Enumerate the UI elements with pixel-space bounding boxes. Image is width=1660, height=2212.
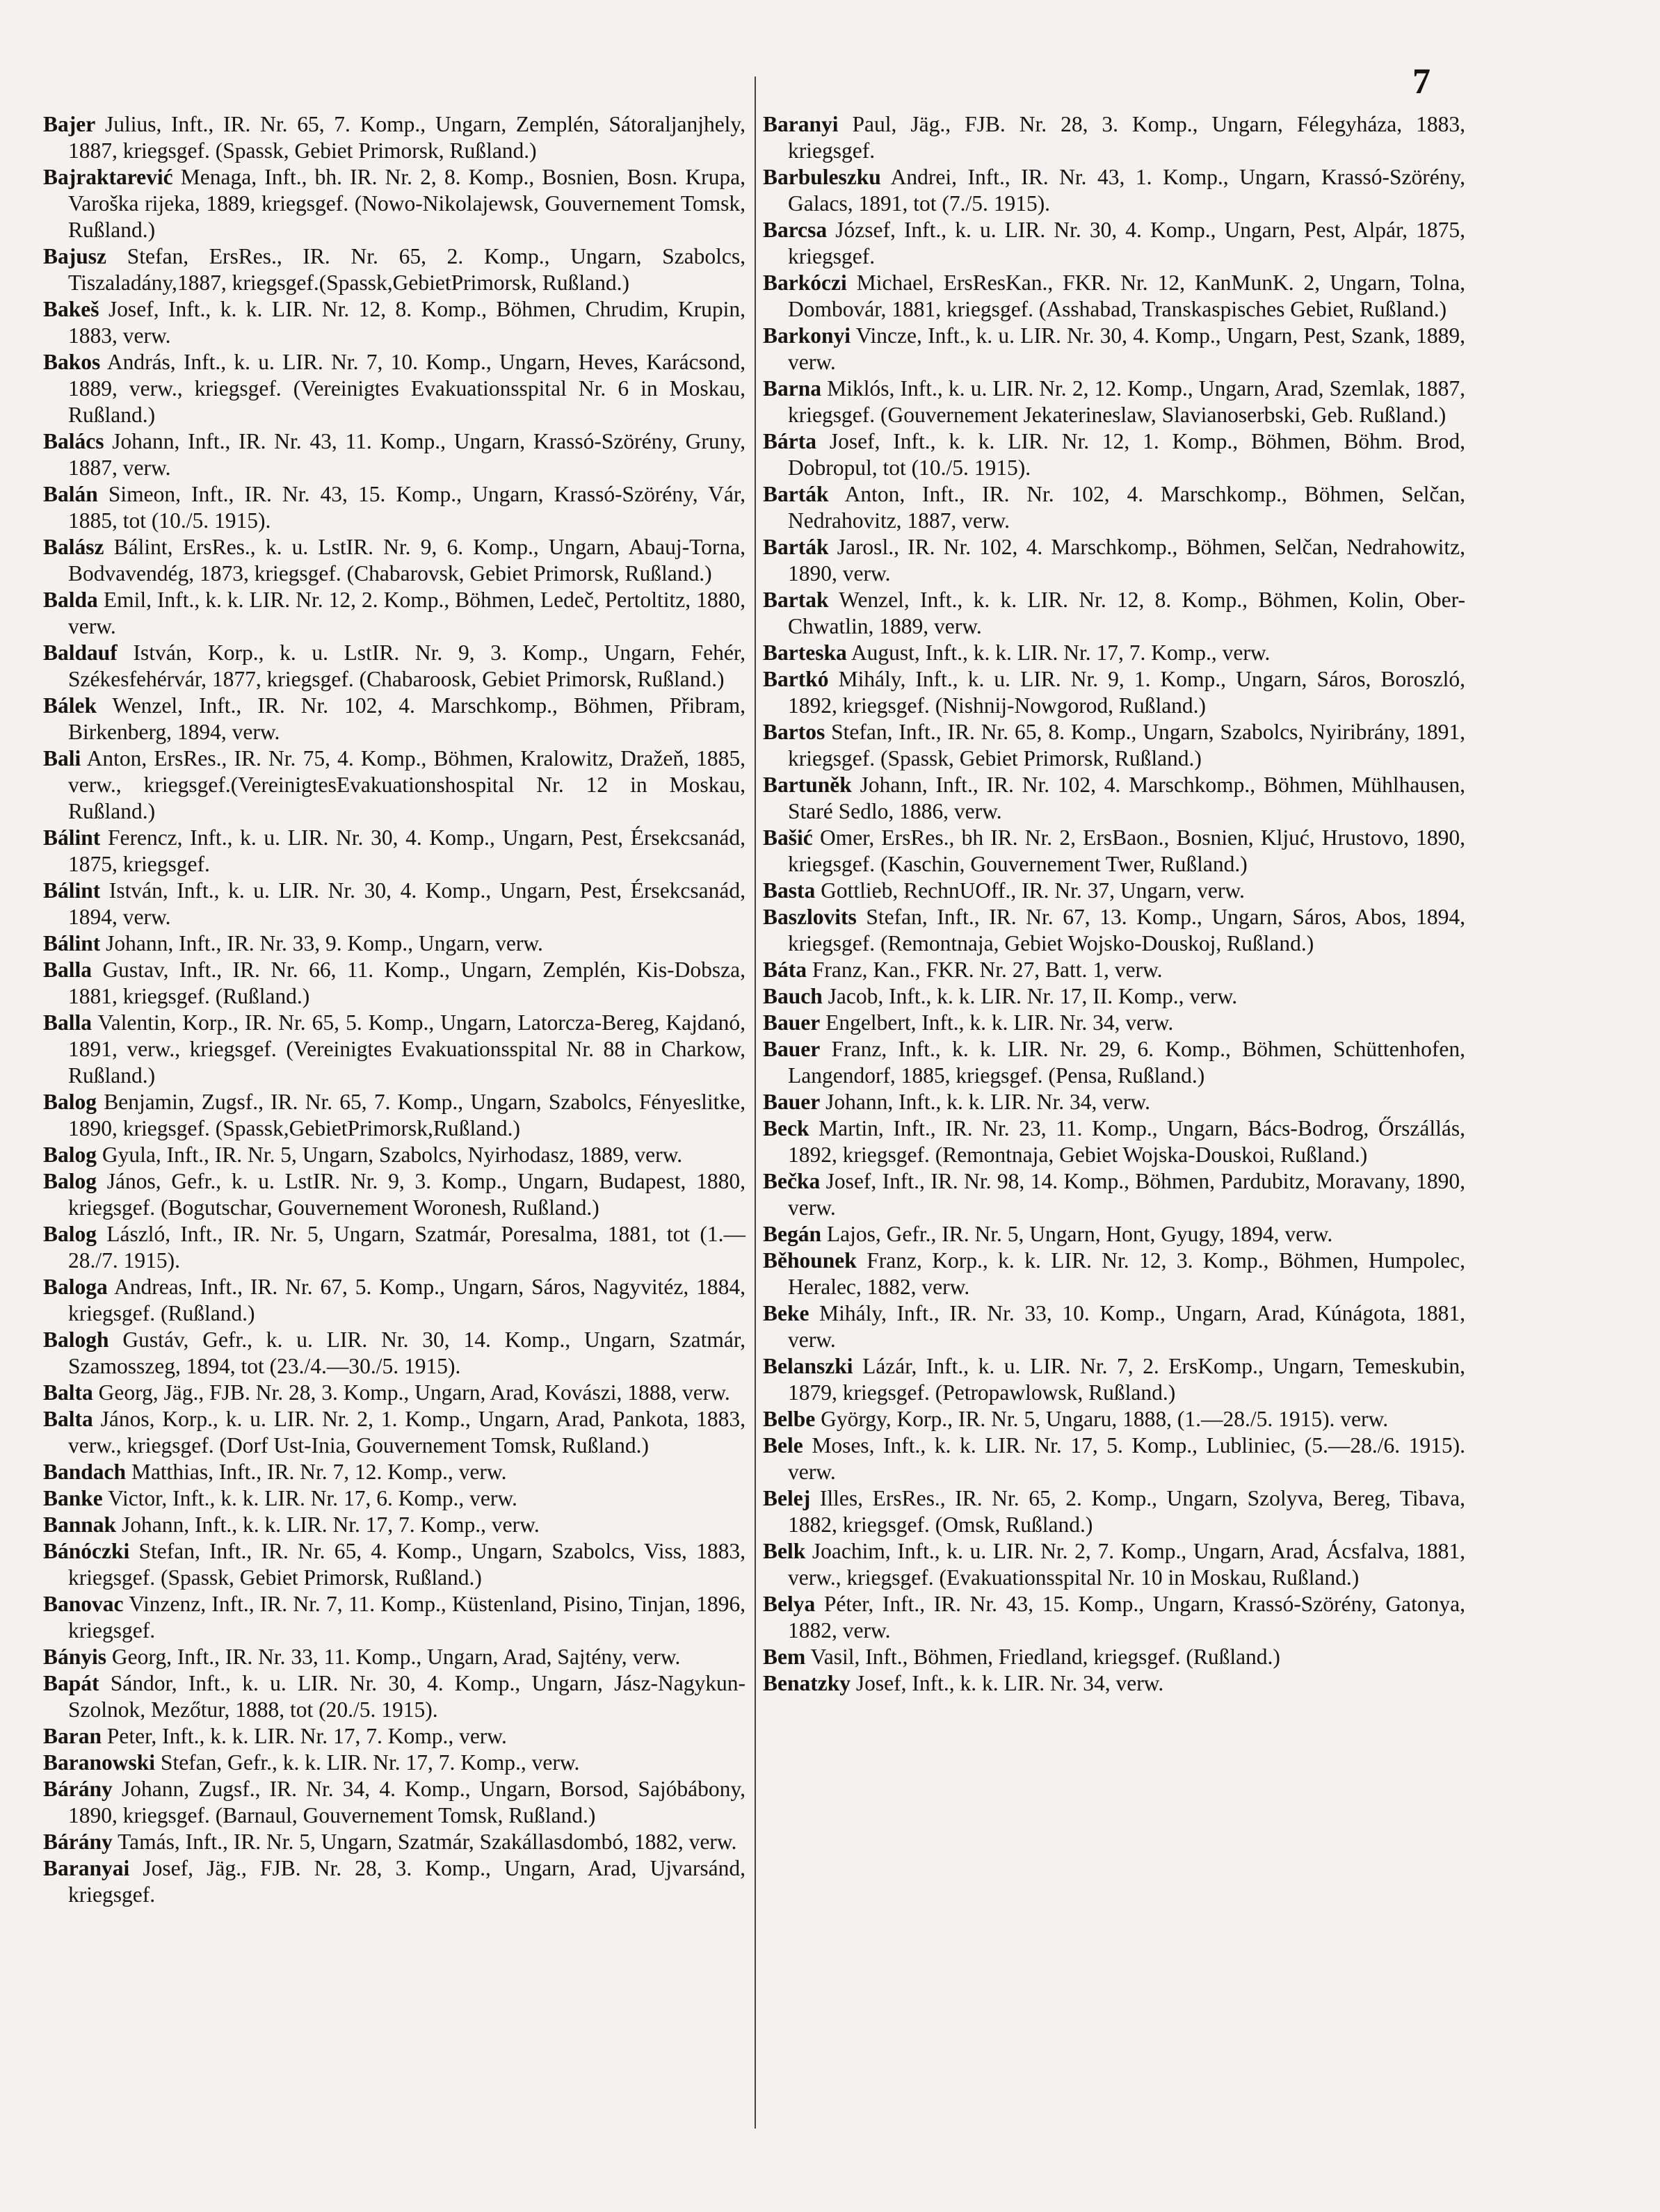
roster-entry [43, 693, 746, 745]
entry-surname: Bartos [763, 720, 825, 744]
entry-details: Martin, Inft., IR. Nr. 23, 11. Komp., Ungarn, Bács-Bodrog, Őrszállás, 1892, kriegsgef. (Remontnaja, Gebiet Wojska-Douskoi, Rußland.) [788, 1116, 1466, 1167]
roster-entry [763, 270, 1465, 323]
entry-surname: Baranowski [43, 1750, 156, 1775]
entry-details: András, Inft., k. u. LIR. Nr. 7, 10. Komp., Ungarn, Heves, Karácsond, 1889, verw., kriegsgef. (Vereinigtes Evakuationsspital Nr. 6 in Moskau, Rußland.) [68, 350, 746, 427]
entry-surname: Baldauf [43, 640, 118, 665]
roster-entry [763, 772, 1465, 825]
entry-details: Johann, Inft., IR. Nr. 102, 4. Marschkomp., Böhmen, Mühlhausen, Staré Sedlo, 1886, verw. [788, 773, 1465, 823]
entry-details: Engelbert, Inft., k. k. LIR. Nr. 34, verw. [825, 1010, 1174, 1035]
entry-details: Andreas, Inft., IR. Nr. 67, 5. Komp., Ungarn, Sáros, Nagyvitéz, 1884, kriegsgef. (Rußland.) [68, 1275, 746, 1325]
entry-details: Franz, Kan., FKR. Nr. 27, Batt. 1, verw. [812, 958, 1163, 982]
roster-entry [43, 1829, 746, 1855]
entry-surname: Balla [43, 958, 92, 982]
entry-details: Franz, Inft., k. k. LIR. Nr. 29, 6. Komp., Böhmen, Schüttenhofen, Langendorf, 1885, kriegsgef. (Pensa, Rußland.) [788, 1037, 1465, 1088]
entry-details: György, Korp., IR. Nr. 5, Ungaru, 1888, (1.—28./5. 1915). verw. [821, 1407, 1389, 1431]
roster-entry [763, 1036, 1465, 1089]
entry-surname: Beck [763, 1116, 809, 1140]
entry-surname: Begán [763, 1222, 822, 1246]
entry-surname: Bašić [763, 825, 813, 850]
entry-details: János, Gefr., k. u. LstIR. Nr. 9, 3. Komp., Ungarn, Budapest, 1880, kriegsgef. (Bogutschar, Gouvernement Woronesh, Rußland.) [68, 1169, 746, 1220]
roster-entry [763, 164, 1465, 217]
entry-surname: Bandach [43, 1460, 127, 1484]
right-column [763, 111, 1465, 1697]
entry-surname: Barcsa [763, 218, 828, 242]
entry-surname: Balán [43, 482, 98, 506]
entry-surname: Bárány [43, 1777, 113, 1801]
entry-details: Josef, Inft., IR. Nr. 98, 14. Komp., Böhmen, Pardubitz, Moravany, 1890, verw. [788, 1169, 1466, 1220]
entry-surname: Bauer [763, 1010, 821, 1035]
entry-surname: Bajer [43, 112, 96, 136]
entry-surname: Barták [763, 535, 829, 559]
entry-surname: Belya [763, 1592, 816, 1616]
roster-entry [763, 1168, 1465, 1221]
entry-surname: Barna [763, 376, 822, 401]
entry-details: Gustav, Inft., IR. Nr. 66, 11. Komp., Ungarn, Zemplén, Kis-Dobsza, 1881, kriegsgef. (Rußland.) [68, 958, 746, 1008]
entry-surname: Bárány [43, 1830, 113, 1854]
entry-details: Wenzel, Inft., IR. Nr. 102, 4. Marschkomp., Böhmen, Přibram, Birkenberg, 1894, verw. [68, 693, 746, 744]
entry-details: Victor, Inft., k. k. LIR. Nr. 17, 6. Komp., verw. [108, 1486, 517, 1510]
roster-entry [43, 1089, 746, 1142]
entry-details: Joachim, Inft., k. u. LIR. Nr. 2, 7. Komp., Ungarn, Arad, Ácsfalva, 1881, verw., kriegsgef. (Evakuationsspital Nr. 10 in Moskau, Rußland.) [788, 1539, 1465, 1590]
entry-surname: Benatzky [763, 1671, 851, 1695]
entry-details: Stefan, Gefr., k. k. LIR. Nr. 17, 7. Komp., verw. [160, 1750, 580, 1775]
entry-surname: Balogh [43, 1327, 109, 1352]
entry-details: Stefan, Inft., IR. Nr. 67, 13. Komp., Ungarn, Sáros, Abos, 1894, kriegsgef. (Remontnaja, Gebiet Wojsko-Douskoj, Rußland.) [788, 905, 1465, 955]
roster-entry [43, 825, 746, 878]
entry-surname: Bapát [43, 1671, 99, 1695]
entry-surname: Bartuněk [763, 773, 852, 797]
entry-details: Andrei, Inft., IR. Nr. 43, 1. Komp., Ungarn, Krassó-Szörény, Galacs, 1891, tot (7./5. 1915). [788, 165, 1465, 216]
roster-entry [43, 164, 746, 243]
roster-entry [43, 1221, 746, 1274]
entry-details: Josef, Inft., k. k. LIR. Nr. 12, 1. Komp., Böhmen, Böhm. Brod, Dobropul, tot (10./5. 1915). [788, 429, 1466, 480]
entry-details: Stefan, Inft., IR. Nr. 65, 8. Komp., Ungarn, Szabolcs, Nyiribrány, 1891, kriegsgef. (Spassk, Gebiet Primorsk, Rußland.) [788, 720, 1466, 770]
roster-entry [43, 1327, 746, 1380]
roster-entry [763, 640, 1465, 666]
entry-surname: Balog [43, 1090, 97, 1114]
entry-details: Stefan, Inft., IR. Nr. 65, 4. Komp., Ungarn, Szabolcs, Viss, 1883, kriegsgef. (Spassk, Gebiet Primorsk, Rußland.) [68, 1539, 746, 1590]
entry-details: Benjamin, Zugsf., IR. Nr. 65, 7. Komp., Ungarn, Szabolcs, Fényeslitke, 1890, kriegsgef. (Spassk,GebietPrimorsk,Rußland.) [68, 1090, 746, 1140]
roster-entry [43, 1274, 746, 1327]
roster-entry [43, 1459, 746, 1485]
roster-entry [763, 1670, 1465, 1697]
roster-entry [763, 217, 1465, 270]
roster-entry [763, 957, 1465, 983]
roster-entry [763, 587, 1465, 640]
entry-details: Johann, Inft., IR. Nr. 43, 11. Komp., Ungarn, Krassó-Szörény, Gruny, 1887, verw. [68, 429, 746, 480]
entry-surname: Basta [763, 878, 816, 903]
roster-entry [763, 481, 1465, 534]
entry-details: Emil, Inft., k. k. LIR. Nr. 12, 2. Komp., Böhmen, Ledeč, Pertoltitz, 1880, verw. [68, 588, 746, 638]
entry-details: István, Korp., k. u. LstIR. Nr. 9, 3. Komp., Ungarn, Fehér, Székesfehérvár, 1877, kriegsgef. (Chabaroosk, Gebiet Primorsk, Rußland.) [68, 640, 746, 691]
roster-entry [43, 1142, 746, 1168]
entry-surname: Baszlovits [763, 905, 857, 929]
entry-details: Gottlieb, RechnUOff., IR. Nr. 37, Ungarn, verw. [821, 878, 1245, 903]
entry-surname: Bakos [43, 350, 101, 374]
entry-details: Moses, Inft., k. k. LIR. Nr. 17, 5. Komp., Lubliniec, (5.—28./6. 1915). verw. [788, 1433, 1466, 1484]
entry-details: Anton, ErsRes., IR. Nr. 75, 4. Komp., Böhmen, Kralowitz, Dražeň, 1885, verw., kriegsgef.(VereinigtesEvakuationshospital Nr. 12 in Moskau, Rußland.) [68, 746, 746, 823]
entry-details: Péter, Inft., IR. Nr. 43, 15. Komp., Ungarn, Krassó-Szörény, Gatonya, 1882, verw. [788, 1592, 1465, 1642]
roster-entry [43, 878, 746, 930]
entry-surname: Bárta [763, 429, 816, 453]
roster-entry [43, 930, 746, 957]
roster-entry [763, 111, 1465, 164]
entry-details: Paul, Jäg., FJB. Nr. 28, 3. Komp., Ungarn, Félegyháza, 1883, kriegsgef. [788, 112, 1465, 163]
entry-details: László, Inft., IR. Nr. 5, Ungarn, Szatmár, Poresalma, 1881, tot (1.—28./7. 1915). [68, 1222, 746, 1273]
entry-details: József, Inft., k. u. LIR. Nr. 30, 4. Komp., Ungarn, Pest, Alpár, 1875, kriegsgef. [788, 218, 1466, 268]
roster-entry [763, 1300, 1465, 1353]
roster-entry [43, 587, 746, 640]
entry-details: Franz, Korp., k. k. LIR. Nr. 12, 3. Komp., Böhmen, Humpolec, Heralec, 1882, verw. [788, 1248, 1465, 1299]
roster-entry [43, 243, 746, 296]
entry-surname: Bányis [43, 1645, 107, 1669]
entry-details: Sándor, Inft., k. u. LIR. Nr. 30, 4. Komp., Ungarn, Jász-Nagykun-Szolnok, Mezőtur, 1888, tot (20./5. 1915). [68, 1671, 746, 1722]
entry-surname: Bartak [763, 588, 829, 612]
entry-details: Josef, Jäg., FJB. Nr. 28, 3. Komp., Ungarn, Arad, Ujvarsánd, kriegsgef. [68, 1856, 746, 1907]
entry-surname: Bartkó [763, 667, 829, 691]
roster-entry [43, 1406, 746, 1459]
roster-entry [763, 983, 1465, 1010]
entry-details: Vasil, Inft., Böhmen, Friedland, kriegsgef. (Rußland.) [810, 1645, 1280, 1669]
entry-details: Johann, Inft., k. k. LIR. Nr. 34, verw. [825, 1090, 1151, 1114]
entry-details: Simeon, Inft., IR. Nr. 43, 15. Komp., Ungarn, Krassó-Szörény, Vár, 1885, tot (10./5. 1915). [68, 482, 746, 533]
entry-details: Ferencz, Inft., k. u. LIR. Nr. 30, 4. Komp., Ungarn, Pest, Érsekcsanád, 1875, kriegsgef. [68, 825, 746, 876]
entry-details: Illes, ErsRes., IR. Nr. 65, 2. Komp., Ungarn, Szolyva, Bereg, Tibava, 1882, kriegsgef. (Omsk, Rußland.) [788, 1486, 1466, 1537]
roster-entry [43, 1750, 746, 1776]
roster-entry [43, 1723, 746, 1750]
roster-entry [43, 1485, 746, 1512]
entry-surname: Barteska [763, 640, 847, 665]
entry-surname: Bajusz [43, 244, 107, 268]
entry-surname: Bálint [43, 878, 101, 903]
roster-entry [763, 1591, 1465, 1644]
roster-entry [763, 1538, 1465, 1591]
entry-surname: Bele [763, 1433, 803, 1458]
roster-entry [763, 376, 1465, 428]
roster-entry [763, 719, 1465, 772]
entry-details: Menaga, Inft., bh. IR. Nr. 2, 8. Komp., Bosnien, Bosn. Krupa, Varoška rijeka, 1889, kriegsgef. (Nowo-Nikolajewsk, Gouvernement Tomsk, Rußland.) [68, 165, 746, 242]
entry-surname: Bakeš [43, 297, 99, 321]
entry-surname: Baran [43, 1724, 102, 1748]
entry-surname: Balog [43, 1143, 97, 1167]
entry-surname: Bali [43, 746, 81, 770]
roster-entry [43, 1010, 746, 1089]
entry-surname: Bauch [763, 984, 823, 1008]
entry-surname: Báta [763, 958, 807, 982]
entry-details: Valentin, Korp., IR. Nr. 65, 5. Komp., Ungarn, Latorcza-Bereg, Kajdanó, 1891, verw., kriegsgef. (Vereinigtes Evakuationsspital Nr. 88 in Charkow, Rußland.) [68, 1010, 746, 1088]
entry-surname: Balog [43, 1222, 97, 1246]
entry-details: Georg, Jäg., FJB. Nr. 28, 3. Komp., Ungarn, Arad, Kovászi, 1888, verw. [98, 1380, 730, 1405]
roster-entry [43, 1776, 746, 1829]
entry-surname: Bajraktarević [43, 165, 173, 189]
roster-entry [763, 1644, 1465, 1670]
roster-entry [43, 1591, 746, 1644]
column-divider [755, 76, 756, 2129]
roster-entry [763, 904, 1465, 957]
entry-details: Miklós, Inft., k. u. LIR. Nr. 2, 12. Komp., Ungarn, Arad, Szemlak, 1887, kriegsgef. (Gouvernement Jekaterineslaw, Slavianoserbski, Geb. Rußland.) [788, 376, 1465, 427]
entry-surname: Bem [763, 1645, 806, 1669]
entry-surname: Bečka [763, 1169, 821, 1193]
entry-surname: Barbuleszku [763, 165, 881, 189]
roster-entry [43, 1644, 746, 1670]
roster-entry [43, 349, 746, 428]
entry-surname: Barkóczi [763, 271, 847, 295]
roster-entry [43, 481, 746, 534]
entry-surname: Balta [43, 1380, 93, 1405]
roster-entry [763, 878, 1465, 904]
entry-details: Michael, ErsResKan., FKR. Nr. 12, KanMunK. 2, Ungarn, Tolna, Dombovár, 1881, kriegsgef. (Asshabad, Transkaspisches Gebiet, Rußland.) [788, 271, 1465, 321]
roster-entry [763, 1010, 1465, 1036]
entry-details: Jarosl., IR. Nr. 102, 4. Marschkomp., Böhmen, Selčan, Nedrahowitz, 1890, verw. [788, 535, 1465, 586]
entry-details: August, Inft., k. k. LIR. Nr. 17, 7. Komp., verw. [851, 640, 1271, 665]
page-number: 7 [1412, 62, 1431, 102]
entry-surname: Baloga [43, 1275, 108, 1299]
roster-entry [43, 1380, 746, 1406]
entry-surname: Běhounek [763, 1248, 857, 1273]
entry-details: Bálint, ErsRes., k. u. LstIR. Nr. 9, 6. Komp., Ungarn, Abauj-Torna, Bodvavendég, 1873, kriegsgef. (Chabarovsk, Gebiet Primorsk, Rußland.) [68, 535, 746, 586]
entry-surname: Baranyi [763, 112, 839, 136]
entry-surname: Balács [43, 429, 104, 453]
entry-details: Josef, Inft., k. k. LIR. Nr. 34, verw. [855, 1671, 1164, 1695]
entry-details: Gyula, Inft., IR. Nr. 5, Ungarn, Szabolcs, Nyirhodasz, 1889, verw. [102, 1143, 683, 1167]
roster-entry [763, 323, 1465, 376]
roster-entry [43, 1670, 746, 1723]
roster-entry [763, 1221, 1465, 1248]
entry-details: Lajos, Gefr., IR. Nr. 5, Ungarn, Hont, Gyugy, 1894, verw. [826, 1222, 1333, 1246]
entry-surname: Bauer [763, 1090, 821, 1114]
roster-entry [43, 1168, 746, 1221]
roster-entry [43, 296, 746, 349]
entry-details: Lázár, Inft., k. u. LIR. Nr. 7, 2. ErsKomp., Ungarn, Temeskubin, 1879, kriegsgef. (Petropawlowsk, Rußland.) [788, 1354, 1465, 1405]
roster-entry [43, 1855, 746, 1908]
entry-surname: Belk [763, 1539, 806, 1563]
entry-details: Jacob, Inft., k. k. LIR. Nr. 17, II. Komp., verw. [828, 984, 1238, 1008]
entry-details: István, Inft., k. u. LIR. Nr. 30, 4. Komp., Ungarn, Pest, Érsekcsanád, 1894, verw. [68, 878, 746, 929]
roster-entry [43, 957, 746, 1010]
entry-surname: Beke [763, 1301, 809, 1325]
roster-entry [763, 666, 1465, 719]
roster-entry [43, 1538, 746, 1591]
roster-entry [763, 534, 1465, 587]
roster-entry [763, 1406, 1465, 1432]
entry-details: Vinzenz, Inft., IR. Nr. 7, 11. Komp., Küstenland, Pisino, Tinjan, 1896, kriegsgef. [68, 1592, 746, 1642]
entry-surname: Bálint [43, 931, 101, 955]
entry-surname: Balász [43, 535, 104, 559]
entry-details: Peter, Inft., k. k. LIR. Nr. 17, 7. Komp., verw. [106, 1724, 507, 1748]
entry-details: Mihály, Inft., k. u. LIR. Nr. 9, 1. Komp., Ungarn, Sáros, Boroszló, 1892, kriegsgef. (Nishnij-Nowgorod, Rußland.) [788, 667, 1466, 718]
entry-details: Johann, Inft., k. k. LIR. Nr. 17, 7. Komp., verw. [121, 1512, 540, 1537]
roster-entry [763, 1089, 1465, 1115]
entry-surname: Baranyai [43, 1856, 130, 1880]
entry-surname: Banovac [43, 1592, 124, 1616]
roster-entry [763, 825, 1465, 878]
entry-details: Julius, Inft., IR. Nr. 65, 7. Komp., Ungarn, Zemplén, Sátoraljanjhely, 1887, kriegsgef. (Spassk, Gebiet Primorsk, Rußland.) [68, 112, 746, 163]
entry-details: Gustáv, Gefr., k. u. LIR. Nr. 30, 14. Komp., Ungarn, Szatmár, Szamosszeg, 1894, tot (23./4.—30./5. 1915). [68, 1327, 746, 1378]
entry-details: Georg, Inft., IR. Nr. 33, 11. Komp., Ungarn, Arad, Sajtény, verw. [111, 1645, 681, 1669]
roster-entry [43, 534, 746, 587]
roster-entry [763, 1115, 1465, 1168]
entry-surname: Belej [763, 1486, 811, 1510]
entry-surname: Banke [43, 1486, 103, 1510]
entry-surname: Balta [43, 1407, 93, 1431]
entry-surname: Barkonyi [763, 323, 851, 348]
roster-entry [43, 640, 746, 693]
roster-entry [43, 745, 746, 825]
entry-surname: Belanszki [763, 1354, 853, 1378]
entry-details: Mihály, Inft., IR. Nr. 33, 10. Komp., Ungarn, Arad, Kúnágota, 1881, verw. [788, 1301, 1466, 1352]
entry-surname: Bánóczki [43, 1539, 130, 1563]
entry-details: Matthias, Inft., IR. Nr. 7, 12. Komp., verw. [131, 1460, 507, 1484]
roster-entry [763, 1353, 1465, 1406]
entry-details: Tamás, Inft., IR. Nr. 5, Ungarn, Szatmár, Szakállasdombó, 1882, verw. [118, 1830, 737, 1854]
entry-surname: Balda [43, 588, 98, 612]
entry-surname: Bálint [43, 825, 101, 850]
entry-surname: Barták [763, 482, 829, 506]
roster-entry [763, 1248, 1465, 1300]
entry-surname: Bálek [43, 693, 97, 718]
entry-details: Anton, Inft., IR. Nr. 102, 4. Marschkomp., Böhmen, Selčan, Nedrahovitz, 1887, verw. [788, 482, 1465, 533]
entry-surname: Belbe [763, 1407, 816, 1431]
entry-surname: Bannak [43, 1512, 117, 1537]
entry-details: Johann, Zugsf., IR. Nr. 34, 4. Komp., Ungarn, Borsod, Sajóbábony, 1890, kriegsgef. (Barnaul, Gouvernement Tomsk, Rußland.) [68, 1777, 746, 1827]
entry-surname: Balog [43, 1169, 97, 1193]
entry-details: Vincze, Inft., k. u. LIR. Nr. 30, 4. Komp., Ungarn, Pest, Szank, 1889, verw. [788, 323, 1465, 374]
roster-entry [763, 1485, 1465, 1538]
entry-surname: Balla [43, 1010, 92, 1035]
entry-details: Josef, Inft., k. k. LIR. Nr. 12, 8. Komp., Böhmen, Chrudim, Krupin, 1883, verw. [68, 297, 746, 348]
roster-entry [43, 111, 746, 164]
entry-details: Wenzel, Inft., k. k. LIR. Nr. 12, 8. Komp., Böhmen, Kolin, Ober-Chwatlin, 1889, verw. [788, 588, 1466, 638]
entry-details: Stefan, ErsRes., IR. Nr. 65, 2. Komp., Ungarn, Szabolcs, Tiszaladány,1887, kriegsgef.(Spassk,GebietPrimorsk, Rußland.) [68, 244, 746, 295]
left-column [43, 111, 746, 1908]
roster-entry [763, 428, 1465, 481]
entry-surname: Bauer [763, 1037, 821, 1061]
roster-entry [763, 1432, 1465, 1485]
entry-details: Omer, ErsRes., bh IR. Nr. 2, ErsBaon., Bosnien, Kljuć, Hrustovo, 1890, kriegsgef. (Kaschin, Gouvernement Twer, Rußland.) [788, 825, 1465, 876]
entry-details: János, Korp., k. u. LIR. Nr. 2, 1. Komp., Ungarn, Arad, Pankota, 1883, verw., kriegsgef. (Dorf Ust-Inia, Gouvernement Tomsk, Rußland.) [68, 1407, 746, 1458]
roster-entry [43, 1512, 746, 1538]
roster-entry [43, 428, 746, 481]
entry-details: Johann, Inft., IR. Nr. 33, 9. Komp., Ungarn, verw. [106, 931, 543, 955]
